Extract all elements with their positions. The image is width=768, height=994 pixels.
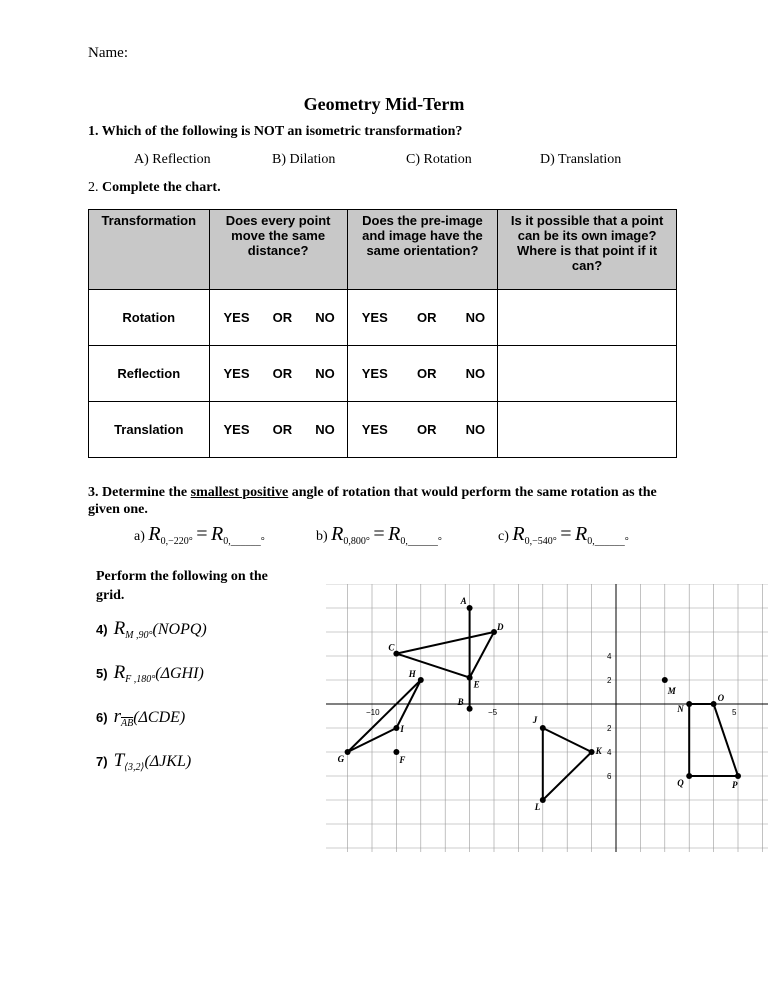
point-k [589,749,595,755]
point-label-q: Q [677,778,684,788]
page-title: Geometry Mid-Term [303,94,465,114]
task-4 [96,618,207,641]
point-label-d: D [497,622,504,632]
y-tick-label: 2 [607,676,612,685]
point-e [467,675,473,681]
question-3-text-end: angle of rotation that would perform the same rotation as the given one. [88,485,657,517]
question-1: 1. Which of the following is NOT an isometric transformation? [88,124,463,139]
header-same-distance: Does every point move the same distance? [209,210,347,290]
option-no[interactable]: NO [465,310,486,325]
x-tick-label: −10 [366,708,380,717]
y-tick-label: 4 [607,652,612,661]
point-l [540,797,546,803]
answer-blank[interactable]: 0,______° [400,535,442,547]
transform-argument: (ΔCDE) [133,709,186,726]
rotation-symbol: R [211,523,224,545]
point-label-e: E [473,679,480,690]
question-3 [88,484,688,518]
transform-argument: (ΔGHI) [155,665,204,682]
point-label-b: B [457,696,464,707]
point-p [735,773,741,779]
choice-d: D) Translation [540,152,622,167]
option-or: OR [416,310,437,325]
option-or: OR [272,366,293,381]
rotation-symbol: R [512,523,525,545]
chart-header-row [89,210,677,290]
point-label-a: A [460,596,467,606]
point-g [345,749,351,755]
point-q [686,773,692,779]
transform-subscript: ⟨3,2⟩ [124,761,145,773]
question-2-number: 2. [88,180,99,195]
part-a[interactable]: a) $R_{0,-220^\circ} = R_{0,\_\_\_\_\_\_^\circ}$ [134,523,265,547]
orientation-answer-cell[interactable] [347,402,497,458]
point-label-o: O [717,693,725,703]
point-label-c: C [388,642,395,653]
choice-b: B) Dilation [272,152,336,167]
point-n [686,701,692,707]
part-label: a) [134,529,145,544]
segment-gh [348,680,421,752]
point-label-p: P [732,780,738,790]
segment-ce [396,654,469,678]
option-or: OR [272,422,293,437]
question-3-emphasis: smallest positive [190,485,289,500]
task-5 [96,662,204,685]
option-yes[interactable]: YES [361,366,388,381]
rotation-symbol: R [331,523,344,545]
point-j [540,725,546,731]
point-a [467,605,473,611]
point-label-k: K [595,746,602,756]
rotation-symbol: R [148,523,161,545]
option-no[interactable]: NO [465,366,486,381]
option-no[interactable]: NO [315,366,335,381]
own-image-answer-cell[interactable] [498,402,677,458]
point-h [418,677,424,683]
header-same-orientation: Does the pre-image and image have the same orientation? [347,210,497,290]
table-row [89,290,677,346]
y-tick-label: 4 [607,748,612,757]
part-c[interactable]: c) $R_{0,-540^\circ} = R_{0,\_\_\_\_\_\_^\circ}$ [498,523,629,547]
own-image-answer-cell[interactable] [498,346,677,402]
point-m [662,677,668,683]
choice-c: C) Rotation [406,152,472,167]
header-own-image: Is it possible that a point can be its own image? Where is that point if it can? [498,210,677,290]
option-yes[interactable]: YES [223,310,250,325]
header-transformation: Transformation [89,210,210,290]
option-or: OR [272,310,293,325]
grid-instruction: Perform the following on the grid. [96,569,268,603]
option-no[interactable]: NO [465,422,486,437]
task-number: 4) [96,622,108,637]
option-yes[interactable]: YES [223,422,250,437]
option-or: OR [416,422,437,437]
row-label: Rotation [89,290,210,346]
point-label-h: H [408,669,416,679]
point-label-n: N [677,704,684,714]
own-image-answer-cell[interactable] [498,290,677,346]
y-tick-label: 6 [607,772,612,781]
transform-subscript: M ,90° [125,629,153,641]
transform-symbol: T [113,750,125,771]
option-yes[interactable]: YES [361,310,388,325]
given-rotation: 0,800° [343,535,370,547]
distance-answer-cell[interactable] [209,402,347,458]
task-6 [96,706,185,729]
task-7 [96,750,191,773]
point-o [711,701,717,707]
question-3-text: 3. Determine the [88,485,191,500]
task-number: 7) [96,754,108,769]
table-row [89,402,677,458]
task-number: 6) [96,710,108,725]
option-yes[interactable]: YES [361,422,388,437]
transform-argument: (NOPQ) [152,621,207,638]
option-no[interactable]: NO [315,422,335,437]
given-rotation: 0,−540° [524,535,557,547]
option-no[interactable]: NO [315,310,335,325]
coordinate-grid[interactable] [326,584,768,852]
transformation-chart [88,209,677,458]
transform-symbol: R [113,662,126,683]
transform-subscript: F ,180° [125,673,156,685]
point-b [467,706,473,712]
rotation-symbol: R [575,523,588,545]
question-2-text: Complete the chart. [102,180,221,195]
orientation-answer-cell[interactable] [347,290,497,346]
point-label-i: I [400,724,404,734]
rotation-symbol: R [388,523,401,545]
point-label-g: G [337,754,345,764]
name-label: Name: [88,45,128,61]
option-yes[interactable]: YES [223,366,250,381]
answer-blank[interactable]: 0,______° [223,535,265,547]
part-label: c) [498,529,509,544]
transform-symbol: r [113,706,121,727]
distance-answer-cell[interactable] [209,346,347,402]
x-tick-label: −5 [488,708,498,717]
part-label: b) [316,529,328,544]
point-label-f: F [399,755,406,765]
table-row [89,346,677,402]
point-label-l: L [534,802,541,812]
choice-a: A) Reflection [134,152,211,167]
x-tick-label: 5 [732,708,737,717]
distance-answer-cell[interactable] [209,290,347,346]
question-2 [88,180,221,196]
answer-blank[interactable]: 0,______° [587,535,629,547]
transform-argument: (ΔJKL) [144,753,192,770]
row-label: Reflection [89,346,210,402]
point-label-m: M [667,686,676,696]
transform-symbol: R [113,618,126,639]
task-number: 5) [96,666,108,681]
point-label-j: J [532,715,538,725]
point-i [393,725,399,731]
given-rotation: 0,−220° [160,535,193,547]
option-or: OR [416,366,437,381]
orientation-answer-cell[interactable] [347,346,497,402]
y-tick-label: 2 [607,724,612,733]
transform-subscript: AB [120,717,134,729]
part-b[interactable]: b) $R_{0,800^\circ} = R_{0,\_\_\_\_\_\_^\circ}$ [316,523,442,547]
row-label: Translation [89,402,210,458]
segment-de [470,632,494,678]
